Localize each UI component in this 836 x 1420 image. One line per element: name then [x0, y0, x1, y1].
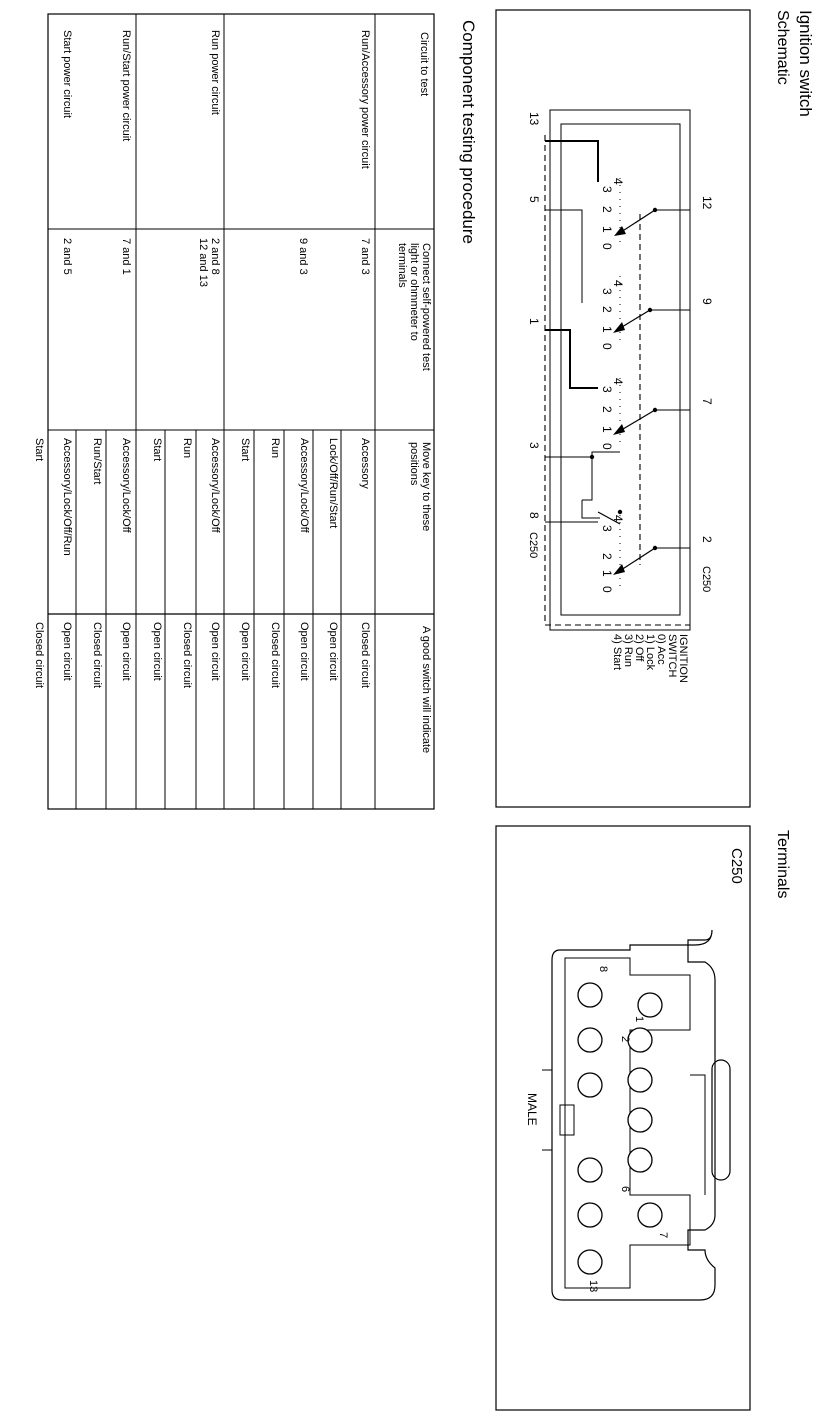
terminal-pin: [578, 1250, 602, 1274]
table-cell-result: Open circuit: [209, 622, 221, 681]
svg-text:2) Off: 2) Off: [633, 634, 645, 662]
table-cell-result: Open circuit: [298, 622, 310, 681]
svg-text:IGNITION: IGNITION: [677, 634, 689, 683]
svg-text:0) Acc: 0) Acc: [655, 634, 667, 665]
svg-text:4: 4: [611, 280, 625, 287]
pin-2-label: 2: [700, 536, 714, 543]
table-cell-circuit: Run power circuit: [209, 30, 221, 115]
table-cell-result: Open circuit: [151, 622, 163, 681]
svg-text:2: 2: [600, 306, 614, 313]
connector-c250-bottom: C250: [527, 532, 539, 559]
table-cell-terminals: 2 and 5: [61, 238, 73, 275]
table-body: [61, 30, 371, 287]
svg-text:7: 7: [657, 1232, 669, 1239]
pin-1-label: 1: [527, 318, 541, 325]
svg-text:8: 8: [597, 966, 609, 973]
svg-text:3: 3: [600, 525, 614, 532]
terminals-connector-label: C250: [728, 848, 745, 884]
pin-9-label: 9: [700, 298, 714, 305]
svg-text:4: 4: [611, 378, 625, 385]
svg-text:1: 1: [600, 570, 614, 577]
terminal-pin: [578, 1028, 602, 1052]
svg-text:2: 2: [600, 406, 614, 413]
schematic-heading: Schematic: [774, 10, 791, 85]
svg-text:1: 1: [633, 1016, 645, 1023]
table-cell-terminals: 7 and 1: [120, 238, 132, 275]
svg-text:3) Run: 3) Run: [622, 634, 634, 668]
procedure-table: [33, 14, 434, 809]
svg-text:2: 2: [600, 206, 614, 213]
table-cell-result: Open circuit: [327, 622, 339, 681]
svg-text:4: 4: [611, 178, 625, 185]
table-cell-result: Open circuit: [120, 622, 132, 681]
table-cell-position: Accessory: [359, 438, 371, 489]
table-cell-circuit: Start power circuit: [61, 30, 73, 119]
svg-text:0: 0: [600, 443, 614, 450]
table-cell-terminals: 7 and 3: [359, 238, 371, 275]
table-cell-result: Closed circuit: [33, 622, 45, 689]
svg-text:6: 6: [619, 1186, 631, 1193]
terminal-pin: [578, 983, 602, 1007]
table-cell-result: Closed circuit: [269, 622, 281, 689]
terminal-pin: [628, 1068, 652, 1092]
svg-text:13: 13: [587, 1280, 599, 1293]
terminal-pin: [628, 1148, 652, 1172]
terminals-panel: [496, 826, 750, 1410]
table-cell-result: Closed circuit: [359, 622, 371, 689]
header-terminals: Connect self-powered test light or ohmmeter to terminals: [396, 243, 432, 371]
page-title: Ignition switch: [796, 10, 815, 117]
pin-12-label: 12: [700, 196, 714, 210]
connector-c250-top: C250: [700, 566, 712, 593]
contact-group-5: [613, 515, 657, 586]
terminal-pin: [638, 1203, 662, 1227]
table-cell-position: Run: [181, 438, 193, 459]
table-cell-result: Closed circuit: [91, 622, 103, 689]
terminal-pin: [628, 1108, 652, 1132]
svg-text:2: 2: [600, 553, 614, 560]
svg-text:3: 3: [600, 186, 614, 193]
svg-text:1: 1: [600, 426, 614, 433]
schematic-frame: [496, 10, 750, 807]
header-circuit: Circuit to test: [418, 32, 430, 97]
terminals-heading: Terminals: [774, 830, 791, 899]
svg-text:3: 3: [600, 288, 614, 295]
pin-8-label: 8: [527, 512, 541, 519]
table-header: [376, 32, 434, 808]
table-cell-terminals: 9 and 3: [297, 238, 309, 275]
table-cell-position: Run/Start: [91, 438, 103, 485]
contact-group-3: [613, 378, 657, 446]
schematic-wires: [545, 141, 690, 548]
svg-text:3: 3: [600, 386, 614, 393]
svg-text:4: 4: [611, 515, 625, 522]
terminal-pin: [578, 1158, 602, 1182]
table-cell-position: Accessory/Lock/Off: [209, 438, 221, 533]
table-cell-position: Accessory/Lock/Off/Run: [61, 438, 73, 556]
pin-3-label: 3: [527, 442, 541, 449]
terminal-pin: [638, 993, 662, 1017]
pin-13-label: 13: [527, 112, 541, 126]
terminal-pin: [578, 1073, 602, 1097]
svg-text:1: 1: [600, 326, 614, 333]
table-cell-result: Open circuit: [61, 622, 73, 681]
table-cell-position: Accessory/Lock/Off: [120, 438, 132, 533]
header-result: A good switch will indicate: [420, 626, 432, 754]
terminal-pin: [578, 1203, 602, 1227]
table-rows: [33, 438, 371, 688]
table-cell-position: Accessory/Lock/Off: [298, 438, 310, 533]
svg-text:1) Lock: 1) Lock: [644, 634, 656, 671]
table-cell-result: Closed circuit: [181, 622, 193, 689]
male-label: MALE: [525, 1093, 539, 1126]
table-cell-position: Start: [151, 438, 163, 462]
table-cell-result: Open circuit: [239, 622, 251, 681]
ignition-switch-legend: [611, 634, 689, 683]
svg-text:0: 0: [600, 586, 614, 593]
pin-5-label: 5: [527, 196, 541, 203]
contact-group-1: [614, 178, 657, 246]
svg-text:2: 2: [619, 1036, 631, 1043]
table-cell-circuit: Run/Accessory power circuit: [359, 30, 371, 169]
connector-pins: [578, 983, 662, 1274]
table-cell-terminals: 2 and 8: [209, 238, 221, 275]
table-cell-circuit: Run/Start power circuit: [120, 30, 132, 142]
svg-text:0: 0: [600, 343, 614, 350]
svg-text:SWITCH: SWITCH: [666, 634, 678, 678]
table-cell-position: Run: [269, 438, 281, 459]
table-cell-position: Start: [239, 438, 251, 462]
schematic-panel: [496, 10, 750, 807]
table-cell-position: Start: [33, 438, 45, 462]
table-cell-terminals: 12 and 13: [197, 238, 209, 287]
table-cell-position: Lock/Off/Run/Start: [327, 438, 339, 529]
svg-text:1: 1: [600, 226, 614, 233]
header-positions: Move key to these positions: [408, 442, 432, 532]
switch-housing: [545, 110, 690, 630]
pin-7-label: 7: [700, 398, 714, 405]
svg-text:4) Start: 4) Start: [611, 634, 623, 671]
position-numbers: [600, 178, 625, 593]
svg-text:0: 0: [600, 243, 614, 250]
procedure-heading: Component testing procedure: [459, 20, 478, 244]
